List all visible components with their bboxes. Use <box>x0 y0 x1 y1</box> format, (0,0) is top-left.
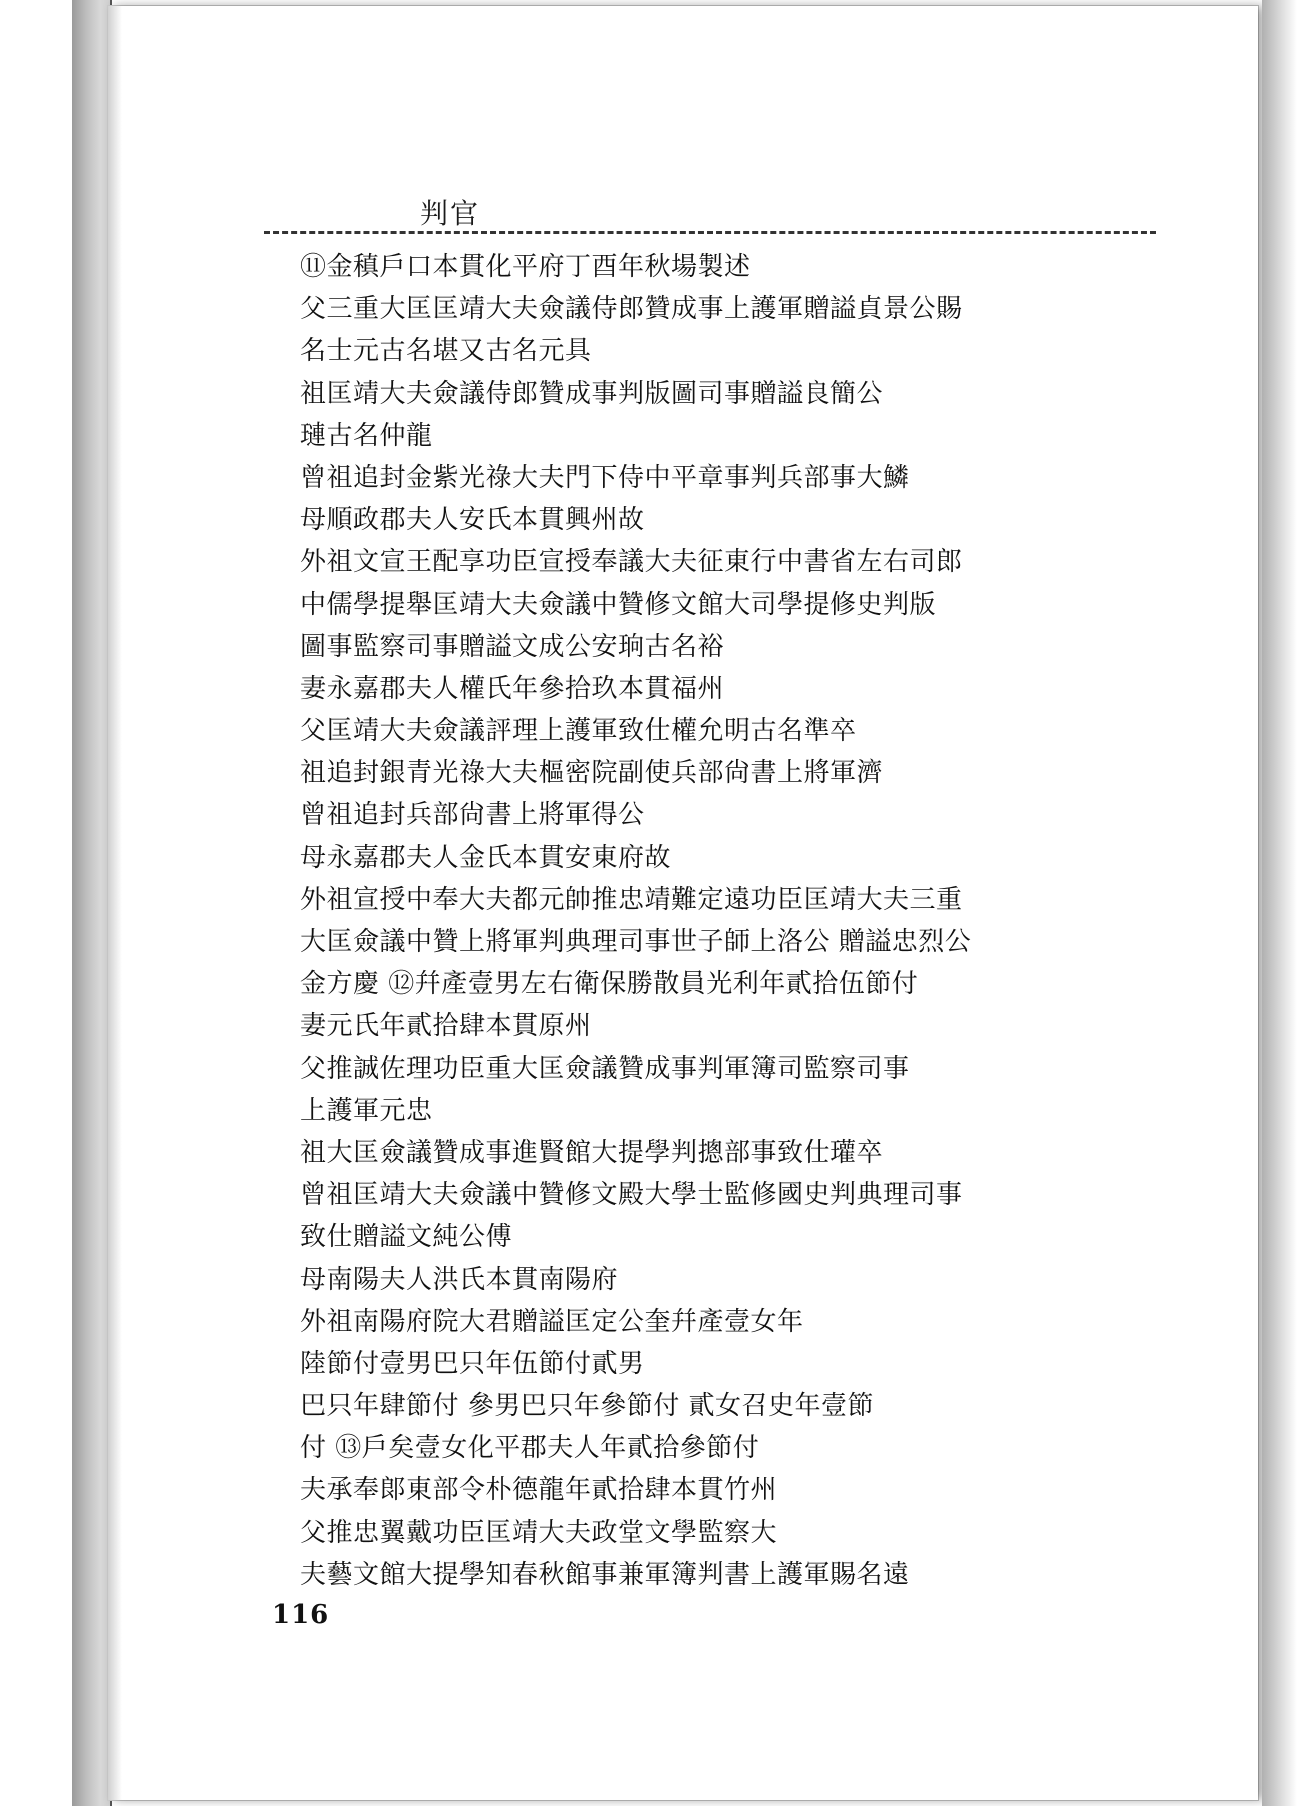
text-line: 父三重大匡匡靖大夫僉議侍郎贊成事上護軍贈謚貞景公賜 <box>300 294 963 325</box>
text-line: 父推誠佐理功臣重大匡僉議贊成事判軍簿司監察司事 <box>300 1053 910 1084</box>
text-line: 外祖文宣王配享功臣宣授奉議大夫征東行中書省左右司郎 <box>300 547 963 578</box>
text-line: 陸節付壹男巴只年伍節付貳男 <box>300 1348 645 1379</box>
running-head: 判官 <box>420 197 481 230</box>
text-line: 祖大匡僉議贊成事進賢館大提學判摠部事致仕瓘卒 <box>300 1137 884 1168</box>
text-line: 父匡靖大夫僉議評理上護軍致仕權允明古名準卒 <box>300 716 857 747</box>
text-line: 母永嘉郡夫人金氏本貫安東府故 <box>300 842 672 873</box>
text-line: 外祖宣授中奉大夫都元帥推忠靖難定遠功臣匡靖大夫三重 <box>300 884 963 915</box>
text-line: 母南陽夫人洪氏本貫南陽府 <box>300 1264 619 1295</box>
text-line: 上護軍元忠 <box>300 1095 433 1126</box>
page-stack-edge <box>72 0 112 1806</box>
text-line: 曾祖追封金紫光祿大夫門下侍中平章事判兵部事大鱗 <box>300 462 910 493</box>
text-line: 名士元古名堪又古名元具 <box>300 336 592 367</box>
text-line: 父推忠翼戴功臣匡靖大夫政堂文學監察大 <box>300 1517 778 1548</box>
text-line: 璉古名仲龍 <box>300 420 433 451</box>
text-line: 中儒學提舉匡靖大夫僉議中贊修文館大司學提修史判版 <box>300 589 937 620</box>
text-line: 妻元氏年貳拾肆本貫原州 <box>300 1011 592 1042</box>
text-line: 巴只年肆節付 參男巴只年參節付 貳女召史年壹節 <box>300 1391 875 1422</box>
text-line: 祖追封銀青光祿大夫樞密院副使兵部尙書上將軍濟 <box>300 758 884 789</box>
text-line: 夫藝文館大提學知春秋館事兼軍簿判書上護軍賜名遠 <box>300 1559 910 1590</box>
text-line: 曾祖匡靖大夫僉議中贊修文殿大學士監修國史判典理司事 <box>300 1180 963 1211</box>
page-right-edge <box>1262 0 1297 1806</box>
text-body <box>300 246 1060 1596</box>
text-line: 圖事監察司事贈謚文成公安珦古名裕 <box>300 631 725 662</box>
header-rule <box>264 231 1156 234</box>
text-line: 金方慶 ⑫幷產壹男左右衛保勝散員光利年貳拾伍節付 <box>300 969 919 1000</box>
page-number: 116 <box>272 1600 330 1630</box>
text-line: ⑪金稹戶口本貫化平府丁酉年秋場製述 <box>300 252 751 282</box>
text-line: 大匡僉議中贊上將軍判典理司事世子師上洛公 贈謚忠烈公 <box>300 927 972 957</box>
text-line: 致仕贈謚文純公傅 <box>300 1222 513 1253</box>
text-line: 曾祖追封兵部尙書上將軍得公 <box>300 800 645 831</box>
text-line: 夫承奉郞東部令朴德龍年貳拾肆本貫竹州 <box>300 1475 778 1506</box>
text-line: 母順政郡夫人安氏本貫興州故 <box>300 505 645 536</box>
text-line: 祖匡靖大夫僉議侍郎贊成事判版圖司事贈謚良簡公 <box>300 378 884 409</box>
text-line: 外祖南陽府院大君贈謚匡定公奎幷產壹女年 <box>300 1306 804 1337</box>
text-line: 妻永嘉郡夫人權氏年參拾玖本貫福州 <box>300 673 725 704</box>
text-line: 付 ⑬戶矣壹女化平郡夫人年貳拾參節付 <box>300 1433 760 1464</box>
